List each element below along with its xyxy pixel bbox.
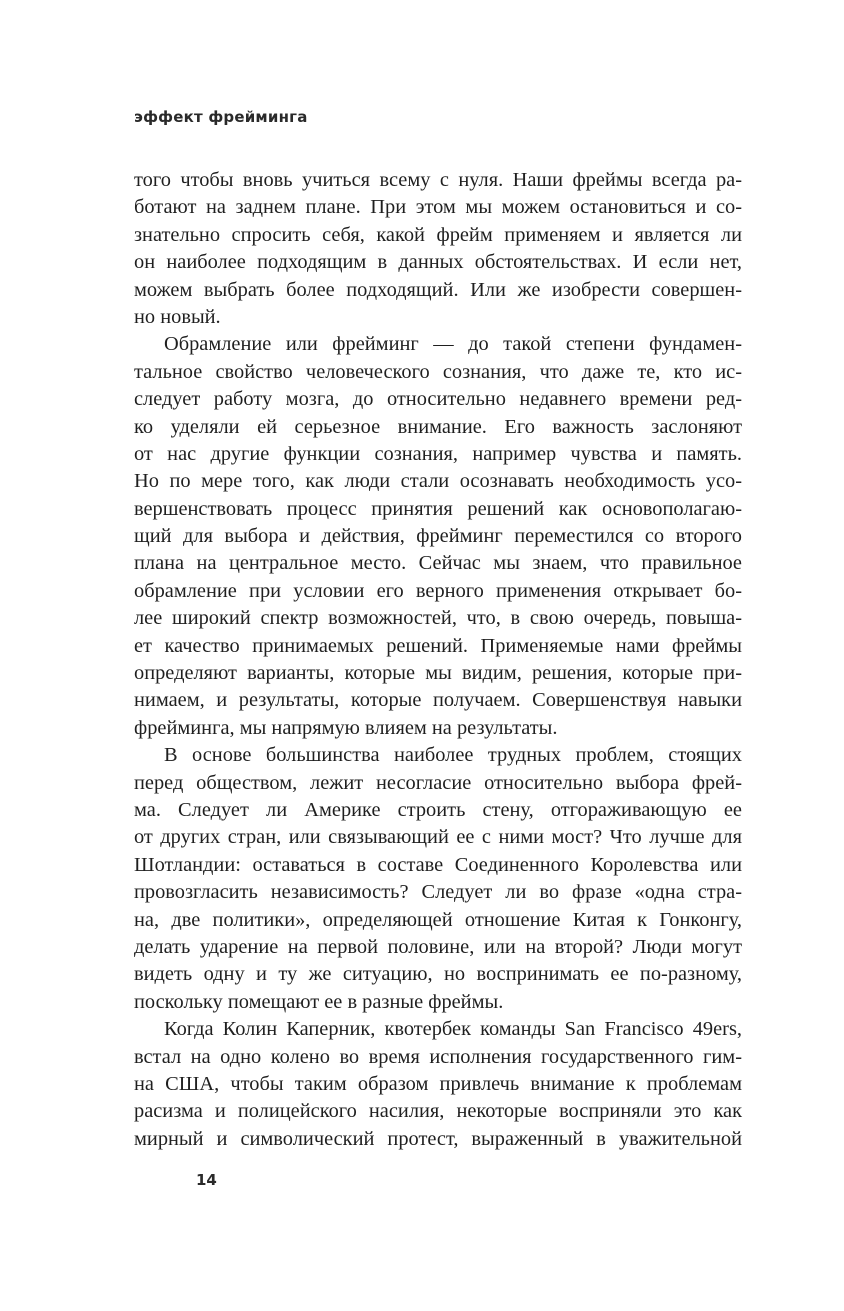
text-line: того чтобы вновь учиться всему с нуля. Наши фреймы всегда ра-	[134, 169, 742, 191]
text-line: но новый.	[134, 305, 221, 328]
text-line: ботают на заднем плане. При этом мы можем остановиться и со-	[134, 196, 742, 219]
body-text	[134, 167, 742, 1153]
paragraph-3	[134, 742, 742, 1016]
text-line: В основе большинства наиболее трудных проблем, стоящих	[164, 744, 742, 767]
text-line: мирный и символический протест, выраженный в уважительной	[134, 1127, 742, 1150]
text-line: Обрамление или фрейминг — до такой степени фундамен-	[164, 333, 742, 356]
running-header: эффект фрейминга	[134, 108, 308, 126]
text-line: ет качество принимаемых решений. Применяемые нами фреймы	[134, 634, 742, 657]
text-line: встал на одно колено во время исполнения государственного гим-	[134, 1045, 742, 1068]
text-line: делать ударение на первой половине, или на второй? Люди могут	[134, 935, 742, 958]
text-line: вершенствовать процесс принятия решений как основополагаю-	[134, 497, 742, 520]
paragraph-2	[134, 331, 742, 742]
text-line: перед обществом, лежит несогласие относительно выбора фрей-	[134, 771, 742, 794]
text-line: от нас другие функции сознания, например чувства и память.	[134, 442, 742, 465]
text-line: он наиболее подходящим в данных обстоятельствах. И если нет,	[134, 251, 742, 274]
text-line: Шотландии: оставаться в составе Соединенного Королевства или	[134, 853, 742, 876]
text-line: можем выбрать более подходящий. Или же изобрести совершен-	[134, 278, 742, 301]
text-line: лее широкий спектр возможностей, что, в свою очередь, повыша-	[134, 607, 742, 630]
text-line: обрамление при условии его верного применения открывает бо-	[134, 579, 742, 602]
text-line: Когда Колин Каперник, квотербек команды San Francisco 49ers,	[164, 1018, 742, 1041]
text-line: фрейминга, мы напрямую влияем на результаты.	[134, 716, 558, 739]
text-line: ма. Следует ли Америке строить стену, отгораживающую ее	[134, 798, 742, 821]
text-line: нимаем, и результаты, которые получаем. Совершенствуя навыки	[134, 689, 742, 712]
text-line: плана на центральное место. Сейчас мы знаем, что правильное	[134, 552, 742, 575]
text-line: на США, чтобы таким образом привлечь внимание к проблемам	[134, 1072, 742, 1095]
text-line: поскольку помещают ее в разные фреймы.	[134, 990, 504, 1013]
text-line: на, две политики», определяющей отношение Китая к Гонконгу,	[134, 908, 742, 931]
paragraph-1	[134, 167, 742, 331]
text-line: Но по мере того, как люди стали осознавать необходимость усо-	[134, 470, 742, 493]
text-line: тальное свойство человеческого сознания, что даже те, кто ис-	[134, 360, 742, 383]
text-line: видеть одну и ту же ситуацию, но воспринимать ее по-разному,	[134, 963, 742, 986]
text-line: ко уделяли ей серьезное внимание. Его важность заслоняют	[134, 415, 742, 438]
text-line: провозгласить независимость? Следует ли во фразе «одна стра-	[134, 881, 742, 904]
text-line: знательно спросить себя, какой фрейм применяем и является ли	[134, 223, 742, 246]
text-line: определяют варианты, которые мы видим, решения, которые при-	[134, 662, 742, 685]
text-line: щий для выбора и действия, фрейминг переместился со второго	[134, 525, 742, 548]
text-line: расизма и полицейского насилия, некоторые восприняли это как	[134, 1100, 742, 1123]
text-line: от других стран, или связывающий ее с ними мост? Что лучше для	[134, 826, 742, 849]
page-number: 14	[196, 1171, 217, 1189]
text-line: следует работу мозга, до относительно недавнего времени ред-	[134, 388, 742, 411]
paragraph-4	[134, 1016, 742, 1153]
